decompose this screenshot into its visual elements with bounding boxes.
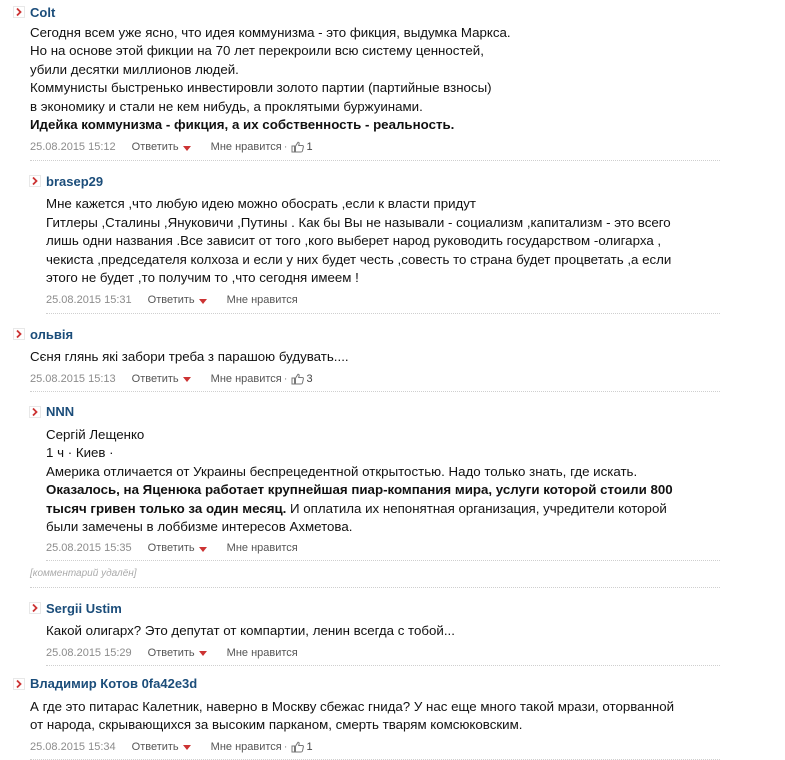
- comment-author-link[interactable]: ольвія: [30, 326, 74, 342]
- comment-meta: [30, 367, 720, 391]
- comment-date: 25.08.2015 15:12: [30, 141, 116, 154]
- comment-text-line: Коммунисты быстренько инвестировли золото партии (партийные взносы): [30, 80, 492, 96]
- comment-header: [46, 598, 720, 618]
- like-button[interactable]: Мне нравится: [226, 646, 298, 659]
- comment-text-line: этого не будет ,то получим то ,что сегодня имеем !: [46, 270, 359, 286]
- thumb-up-icon[interactable]: [291, 373, 304, 385]
- comment-meta: [46, 536, 720, 560]
- like-count: 1: [306, 740, 313, 753]
- comment-header: [46, 402, 720, 422]
- chevron-right-icon: [29, 406, 41, 418]
- comment-text-line: Сегодня всем уже ясно, что идея коммунизма - это фикция, выдумка Маркса.: [30, 25, 511, 40]
- comment-text-line: от народа, скрывающихся за высоким парканом, смерть тварям комсюковским.: [30, 717, 523, 733]
- like-button[interactable]: Мне нравится: [210, 740, 282, 753]
- comment-text-line: 1 ч · Киев ·: [46, 445, 114, 461]
- comment-date: 25.08.2015 15:13: [30, 372, 116, 385]
- thumb-up-icon[interactable]: [291, 741, 304, 753]
- comment-date: 25.08.2015 15:31: [46, 294, 132, 307]
- comment-text-line: [46, 481, 720, 499]
- like-button[interactable]: Мне нравится: [226, 542, 298, 555]
- separator-dot: ·: [283, 141, 288, 154]
- comment-bold-text: Оказалось, на Яценюка работает крупнейшая пиар-компания мира, услуги которой стоили 800: [46, 482, 673, 498]
- reply-dropdown-icon[interactable]: [183, 745, 191, 750]
- comment-text-line: Сергій Лещенко: [46, 426, 145, 442]
- comment-text-line: Гитлеры ,Сталины ,Януковичи ,Путины . Как бы Вы не называли - социализм ,капитализм - это всего: [46, 214, 671, 230]
- reply-button[interactable]: Ответить: [147, 294, 195, 307]
- comment-author-link[interactable]: Sergii Ustim: [46, 600, 122, 616]
- comment-inline-text: И оплатила их непонятная организация, учредители которой: [286, 500, 667, 516]
- deleted-comment-note: [комментарий удалён]: [30, 561, 720, 588]
- like-button[interactable]: Мне нравится: [210, 141, 282, 154]
- separator-dot: ·: [283, 740, 288, 753]
- comment-date: 25.08.2015 15:29: [46, 646, 132, 659]
- chevron-right-icon: [13, 678, 25, 690]
- like-button[interactable]: Мне нравится: [210, 372, 282, 385]
- comment-bold-text: Идейка коммунизма - фикция, а их собственность - реальность.: [30, 117, 455, 133]
- comment-author-link[interactable]: NNN: [46, 404, 75, 420]
- comment-header: [46, 171, 720, 191]
- reply-button[interactable]: Ответить: [131, 141, 179, 154]
- comment-meta: [30, 134, 720, 160]
- comment-meta: [46, 641, 720, 665]
- comment-date: 25.08.2015 15:34: [30, 740, 116, 753]
- chevron-right-icon: [13, 6, 25, 18]
- reply-dropdown-icon[interactable]: [183, 377, 191, 382]
- reply-dropdown-icon[interactable]: [199, 651, 207, 656]
- comment-text-line: в экономику и стали не кем нибудь, а проклятыми буржуинами.: [30, 98, 423, 114]
- comment-text-line: [46, 500, 720, 518]
- comment-item: [30, 0, 720, 161]
- comment-item: [46, 588, 720, 665]
- reply-dropdown-icon[interactable]: [183, 146, 191, 151]
- reply-button[interactable]: Ответить: [147, 646, 195, 659]
- comment-header: [30, 674, 720, 694]
- thumb-up-icon[interactable]: [291, 141, 304, 153]
- comment-item: [46, 392, 720, 561]
- reply-dropdown-icon[interactable]: [199, 547, 207, 552]
- like-button[interactable]: Мне нравится: [226, 294, 298, 307]
- reply-button[interactable]: Ответить: [147, 542, 195, 555]
- comment-text-line: Какой олигарх? Это депутат от компартии, ленин всегда с тобой...: [46, 623, 455, 639]
- chevron-right-icon: [29, 175, 41, 187]
- comment-text-line: Мне кажется ,что любую идею можно обосрать ,если к власти придут: [46, 196, 477, 212]
- comment-text-line: Но на основе этой фикции на 70 лет перекроили всю систему ценностей,: [30, 43, 484, 59]
- comment-item: [30, 314, 720, 391]
- comment-author-link[interactable]: Colt: [30, 4, 56, 20]
- comment-text-line: Сєня глянь які забори треба з парашою будувать....: [30, 349, 349, 365]
- comment-text-line: чекиста ,председателя колхоза и если у них будет честь ,совесть то страна будет процветать ,а если: [46, 251, 672, 267]
- comment-text-line: были замечены в лоббизме интересов Ахметова.: [46, 518, 353, 534]
- comment-text-line: А где это питарас Калетник, наверно в Москву сбежас гнида? У нас еще много такой мрази, оторванной: [30, 698, 675, 714]
- comment-date: 25.08.2015 15:35: [46, 542, 132, 555]
- comment-header: [30, 324, 720, 344]
- reply-button[interactable]: Ответить: [131, 372, 179, 385]
- comment-text-line: убили десятки миллионов людей.: [30, 61, 239, 77]
- chevron-right-icon: [29, 602, 41, 614]
- comment-meta: [46, 287, 720, 313]
- comment-item: [46, 161, 720, 314]
- chevron-right-icon: [13, 328, 25, 340]
- reply-button[interactable]: Ответить: [131, 740, 179, 753]
- comment-text-line: лишь одни названия .Все зависит от того ,кого выберет народ руководить государством -олигарха ,: [46, 233, 662, 249]
- comment-text-line: [30, 116, 720, 134]
- comment-meta: [30, 735, 720, 759]
- comment-bold-text: тысяч гривен только за один месяц.: [46, 500, 287, 516]
- comment-item: [30, 666, 720, 760]
- like-count: 1: [306, 141, 313, 154]
- separator-dot: ·: [283, 372, 288, 385]
- like-count: 3: [306, 372, 313, 385]
- reply-dropdown-icon[interactable]: [199, 299, 207, 304]
- comment-author-link[interactable]: Владимир Котов 0fa42e3d: [30, 676, 198, 692]
- comment-text-line: Америка отличается от Украины беспрецедентной открытостью. Надо только знать, где искать.: [46, 463, 638, 479]
- comment-author-link[interactable]: brasep29: [46, 173, 104, 189]
- comment-header: [30, 2, 720, 22]
